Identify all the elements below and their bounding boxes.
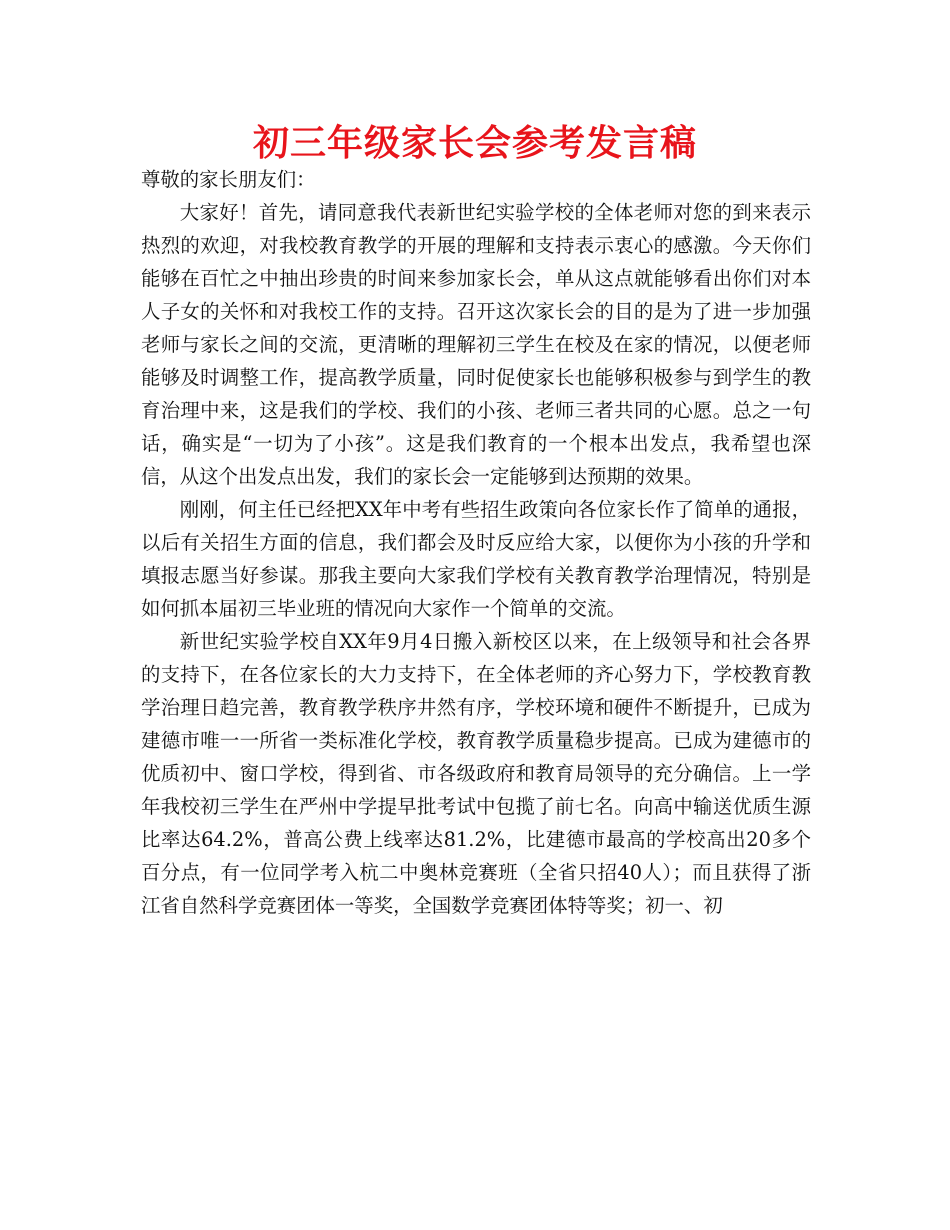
paragraph-admission-policy: 刚刚，何主任已经把XX年中考有些招生政策向各位家长作了简单的通报，以后有关招生方面的信息，我们都会及时反应给大家，以便你为小孩的升学和填报志愿当好参谋。那我主要向大家我们学校有关教育教学治理情况，特别是如何抓本届初三毕业班的情况向大家作一个简单的交流。 — [141, 498, 811, 620]
document-body — [141, 163, 811, 922]
paragraph-school-achievements: 新世纪实验学校自XX年9月4日搬入新校区以来，在上级领导和社会各界的支持下，在各位家长的大力支持下，在全体老师的齐心努力下，学校教育教学治理日趋完善，教育教学秩序井然有序，学校环境和硬件不断提升，已成为建德市唯一一所省一类标准化学校，教育教学质量稳步提高。已成为建德市的优质初中、窗口学校，得到省、市各级政府和教育局领导的充分确信。上一学年我校初三学生在严州中学提早批考试中包揽了前七名。向高中输送优质生源比率达64.2%，普高公费上线率达81.2%，比建德市最高的学校高出20多个百分点，有一位同学考入杭二中奥林竞赛班（全省只招40人）；而且获得了浙江省自然科学竞赛团体一等奖，全国数学竞赛团体特等奖；初一、初 — [141, 630, 811, 917]
greeting-line: 尊敬的家长朋友们： — [141, 168, 316, 191]
document-title: 初三年级家长会参考发言稿 — [252, 123, 697, 164]
paragraph-welcome: 大家好！首先，请同意我代表新世纪实验学校的全体老师对您的到来表示热烈的欢迎，对我校教育教学的开展的理解和支持表示衷心的感激。今天你们能够在百忙之中抽出珍贵的时间来参加家长会，单从这点就能够看出你们对本人子女的关怀和对我校工作的支持。召开这次家长会的目的是为了进一步加强老师与家长之间的交流，更清晰的理解初三学生在校及在家的情况，以便老师能够及时调整工作，提高教学质量，同时促使家长也能够积极参与到学生的教育治理中来，这是我们的学校、我们的小孩、老师三者共同的心愿。总之一句话，确实是“一切为了小孩”。这是我们教育的一个根本出发点，我希望也深信，从这个出发点出发，我们的家长会一定能够到达预期的效果。 — [141, 201, 811, 488]
